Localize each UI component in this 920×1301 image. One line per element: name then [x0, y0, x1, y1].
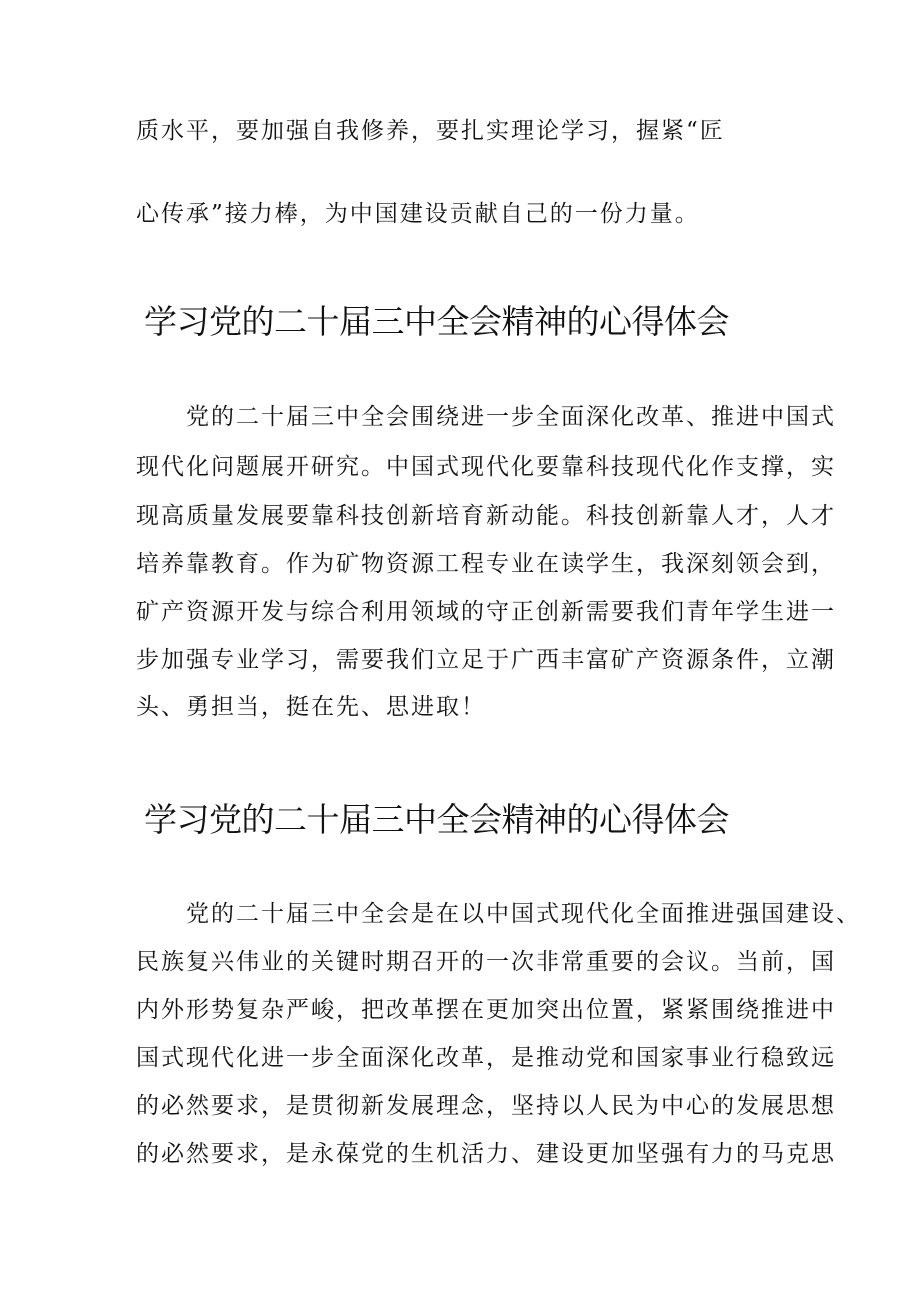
intro-line-2: 心传承”接力棒，为中国建设贡献自己的一份力量。 [136, 201, 700, 227]
section-1-line-7: 头、勇担当，挺在先、思进取！ [136, 694, 486, 720]
section-1-title: 学习党的二十届三中全会精神的心得体会 [144, 302, 729, 341]
section-1-line-5: 矿产资源开发与综合利用领域的守正创新需要我们青年学生进一 [136, 599, 836, 625]
section-2-title: 学习党的二十届三中全会精神的心得体会 [144, 800, 729, 839]
section-2-line-5: 的必然要求，是贯彻新发展理念，坚持以人民为中心的发展思想 [136, 1093, 836, 1119]
section-2-line-4: 国式现代化进一步全面深化改革，是推动党和国家事业行稳致远 [136, 1045, 836, 1071]
section-1-line-6: 步加强专业学习，需要我们立足于广西丰富矿产资源条件，立潮 [136, 647, 836, 673]
section-1-line-2: 现代化问题展开研究。中国式现代化要靠科技现代化作支撑，实 [136, 454, 836, 480]
section-2-line-6: 的必然要求，是永葆党的生机活力、建设更加坚强有力的马克思 [136, 1141, 836, 1167]
intro-line-1: 质水平，要加强自我修养，要扎实理论学习，握紧“匠 [136, 118, 725, 144]
section-1-line-3: 现高质量发展要靠科技创新培育新动能。科技创新靠人才，人才 [136, 503, 836, 529]
section-2-line-3: 内外形势复杂严峻，把改革摆在更加突出位置，紧紧围绕推进中 [136, 997, 836, 1023]
section-1-line-1: 党的二十届三中全会围绕进一步全面深化改革、推进中国式 [136, 404, 836, 430]
section-2-line-2: 民族复兴伟业的关键时期召开的一次非常重要的会议。当前，国 [136, 949, 836, 975]
section-1-line-4: 培养靠教育。作为矿物资源工程专业在读学生，我深刻领会到， [136, 551, 836, 577]
section-2-line-1: 党的二十届三中全会是在以中国式现代化全面推进强国建设、 [136, 901, 861, 927]
